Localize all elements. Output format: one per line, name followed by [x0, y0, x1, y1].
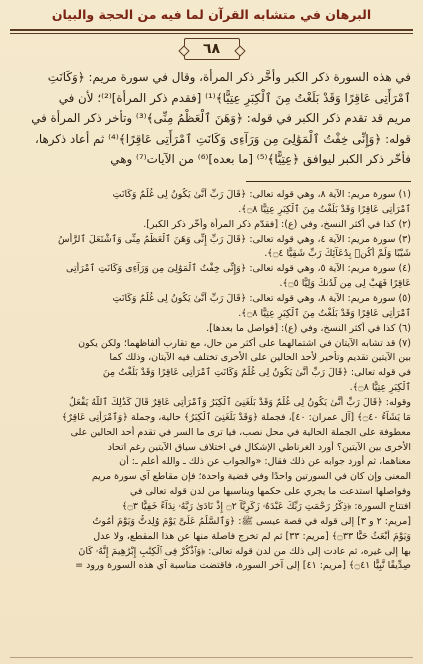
footnote-line: معطوفة على الجملة الحالية في محل نصب، فيا ترى ما السر في تقدم أحد الحالين على	[70, 426, 411, 438]
body-line: قوله: ﴿وَإِنِّى خِفْتُ ٱلْمَوَٰلِىَ مِن وَرَآءِى وَكَانَتِ ٱمْرَأَتِى عَاقِرًا﴾⁽⁴⁾ ثم أعاد ذكرها،	[34, 131, 411, 146]
body-line: ٱمْرَأَتِى عَاقِرًا وَقَدْ بَلَغْتُ مِنَ ٱلْكِبَرِ عِتِيًّا﴾⁽¹⁾ [فقدم ذكر المرأة]⁽²⁾؛ لأن في	[58, 90, 411, 105]
footnote-line: المعنى وإن كان في السورتين واحدًا وفي قضية واحدة؛ فإن مقاطع آي سورة مريم	[91, 471, 411, 483]
footnote-line: (٢) كذا في أكثر النسخ، وفي (ع): [فقدّم ذكر المرأة وأخّر ذكر الكبر].	[143, 218, 411, 230]
footnote-line	[14, 604, 411, 619]
page-number: ٦٨	[184, 38, 240, 60]
footnote-line: وقوله: ﴿قَالَ رَبِّ أَنَّىٰ يَكُونُ لِى غُلَٰمٌ وَقَدْ بَلَغَنِىَ ٱلْكِبَرُ وَٱمْرَأَتِى عَاقِرٌ قَالَ كَذَٰلِكَ ٱللَّهُ يَفْعَلُ	[69, 397, 411, 409]
footnote-line: في قوله تعالى: ﴿قَالَ رَبِّ أَنَّىٰ يَكُونُ لِى غُلَٰمٌ وَكَانَتِ ٱمْرَأَتِى عَاقِرًا وَقَدْ بَلَغْتُ مِنَ	[102, 367, 411, 379]
footnote-line: (٤) سورة مريم: الآية ٥، وهي قوله تعالى: ﴿وَإِنِّى خِفْتُ ٱلْمَوَٰلِىَ مِن وَرَآءِى وَكَانَتِ ٱمْرَأَتِى	[66, 263, 411, 275]
footnotes	[14, 188, 411, 619]
footnote-line: وفواصلها استدعت ما يجري على حكمها ويناسبها من لدن قوله تعالى في	[130, 486, 411, 498]
footnote-line: عَاقِرًا فَهَبْ لِى مِن لَّدُنكَ وَلِيًّا ۝٥﴾.	[279, 278, 411, 290]
footnote-line: وَيَوْمَ أُبْعَثُ حَيًّا ۝٣٣﴾ [مريم: ٣٣] ثم لم تخرج فاصلة منها عن هذا المقطع، ولا عدل	[93, 530, 411, 542]
footnote-line: بها إلى غيره، ثم عادت إلى ذلك من لدن قوله تعالى: ﴿وَٱذْكُرْ فِى ٱلْكِتَٰبِ إِبْرَٰهِيمَ إِنَّهُۥ كَانَ	[78, 545, 411, 557]
footnote-line: بين الآيتين تقديم وتأخير لأحد الحالين على الأخرى تختلف فيه الآيتان، وذلك كما	[109, 352, 411, 364]
body-line: مريم قد تقدم ذكر الكبر في قوله: ﴿وَهَنَ ٱلْعَظْمُ مِنِّى﴾⁽³⁾ وتأخر ذكر المرأة في	[31, 111, 411, 126]
footnote-line: مَا يَشَآءُ ۝٤٠﴾ [آل عمران: ٤٠]، فجملة ﴿وَقَدْ بَلَغَنِىَ ٱلْكِبَرُ﴾ حالية، وجملة ﴿وَٱمْرَأَتِى عَاقِرٌ﴾	[61, 411, 411, 423]
footnote-line: (٥) سورة مريم: الآية ٨، وهي قوله تعالى: ﴿قَالَ رَبِّ أَنَّىٰ يَكُونُ لِى غُلَٰمٌ وَكَانَتِ	[112, 293, 411, 305]
footnote-separator	[246, 181, 411, 182]
footnote-line: افتتاح السورة: ﴿ذِكْرُ رَحْمَتِ رَبِّكَ عَبْدَهُۥ زَكَرِيَّآ ۝٢ إِذْ نَادَىٰ رَبَّهُۥ نِدَآءً خَفِيًّا ۝٣﴾	[121, 501, 411, 513]
main-text	[14, 67, 411, 170]
footnote-line: الأخرى بين الآيتين؟ أورد الغرناطي الإشكال في اختلاف سياق الآيتين رغم اتحاد	[107, 441, 411, 453]
footnote-line: ٱلْكِبَرِ عِتِيًّا ۝٨﴾.	[349, 382, 411, 394]
footnote-line: ٱمْرَأَتِى عَاقِرًا وَقَدْ بَلَغْتُ مِنَ ٱلْكِبَرِ عِتِيًّا ۝٨﴾.	[238, 307, 411, 319]
footnote-line: ٱمْرَأَتِى عَاقِرًا وَقَدْ بَلَغْتُ مِنَ ٱلْكِبَرِ عِتِيًّا ۝٨﴾.	[238, 203, 411, 215]
footnote-line: (٣) سورة مريم: الآية ٤، وهي قوله تعالى: ﴿قَالَ رَبِّ إِنِّى وَهَنَ ٱلْعَظْمُ مِنِّى وَٱشْتَعَلَ ٱلرَّأْسُ	[57, 233, 411, 245]
body-line: فأخّر ذكر الكبر ليوافق ﴿عِتِيًّا﴾⁽⁵⁾ [ما بعده]⁽⁶⁾ من الآيات⁽⁷⁾ وهي	[110, 152, 411, 167]
bottom-edge	[10, 657, 413, 658]
running-title: البرهان في متشابه القرآن لما فيه من الحجة والبيان	[51, 7, 372, 22]
footnote-line	[14, 589, 411, 604]
header-rule-thin	[10, 33, 413, 34]
footnote-line: معناهما، ثم أورد جوابه عن ذلك فقال: «والجواب عن ذلك ـ والله أعلم ـ: أن	[119, 456, 411, 468]
footnote-line	[14, 574, 411, 589]
footnote-line: شَيْبًا وَلَمْ أَكُنۢ بِدُعَآئِكَ رَبِّ شَقِيًّا ۝٤﴾.	[264, 248, 411, 260]
header-rule-thick	[10, 29, 413, 31]
footnote-line: (١) سورة مريم: الآية ٨، وهي قوله تعالى: ﴿قَالَ رَبِّ أَنَّىٰ يَكُونُ لِى غُلَٰمٌ وَكَانَتِ	[112, 189, 411, 200]
body-line: في هذه السورة ذكر الكبر وأخَّر ذكر المرأة، وقال في سورة مريم: ﴿وَكَانَتِ	[47, 70, 411, 84]
footnote-line: (٧) قد تشابه الآيتان في اشتمالهما على أكثر من حال، مع تقارب ألفاظهما؛ ولكن يكون	[78, 337, 411, 349]
footnote-line: [مريم: ٢ و ٣] إلى قوله في قصة عيسى ﷺ: ﴿وَٱلسَّلَٰمُ عَلَىَّ يَوْمَ وُلِدتُّ وَيَوْمَ أَمُوتُ	[92, 515, 411, 527]
footnote-line: (٦) كذا في أكثر النسخ، وفي (ع): [فواصل ما بعدها].	[206, 322, 411, 334]
footnote-line: صِدِّيقًا نَّبِيًّا ۝٤١﴾ [مريم: ٤١] إلى آخر السورة، فاقتضت مناسبة آي هذه السورة ورود =	[75, 560, 411, 572]
